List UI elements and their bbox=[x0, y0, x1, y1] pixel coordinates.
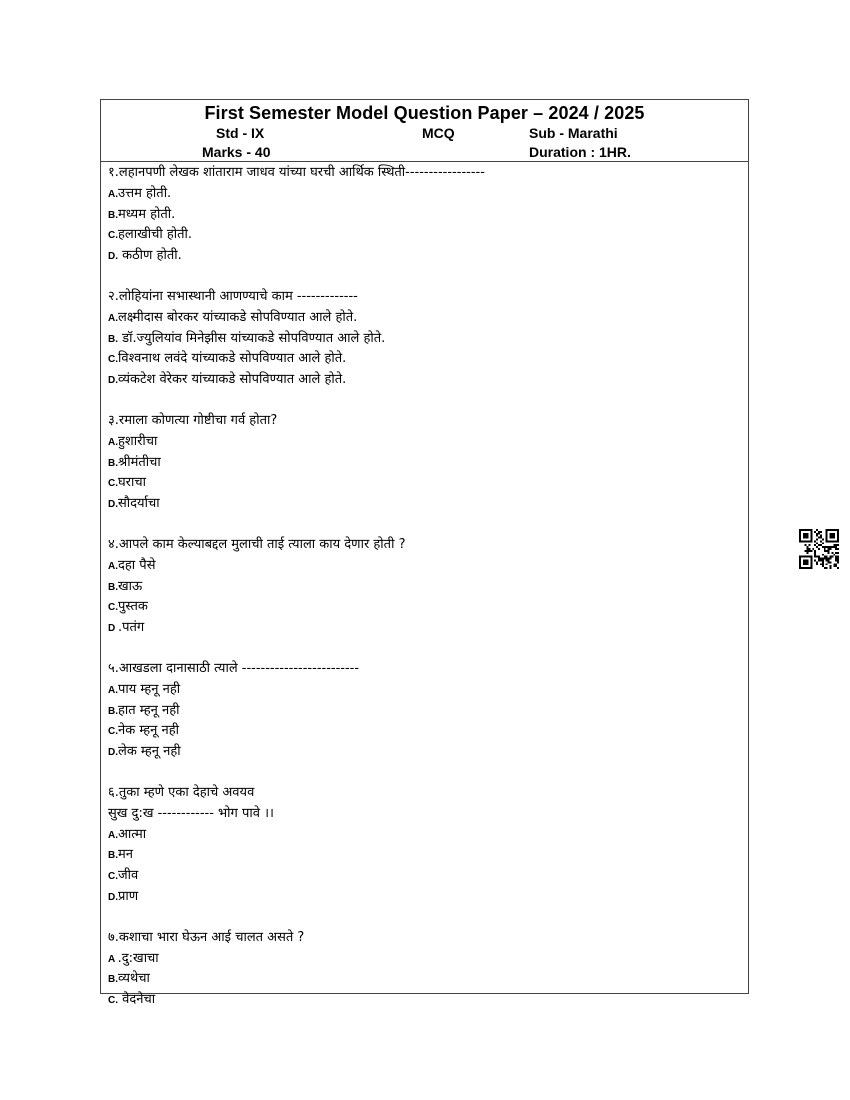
answer-option bbox=[108, 887, 748, 908]
option-text: विश्वनाथ लवंदे यांच्याकडे सोपविण्यात आले होते. bbox=[118, 351, 347, 367]
question-text: ४.आपले काम केल्याबद्दल मुलाची ताई त्याला काय देणार होती ? bbox=[108, 536, 406, 552]
option-text: मन bbox=[118, 847, 133, 863]
question-text: २.लोहियांना सभास्थानी आणण्याचे काम ------------- bbox=[108, 288, 358, 304]
question-text: ६.तुका म्हणे एका देहाचे अवयव bbox=[108, 784, 255, 800]
option-letter: B. bbox=[108, 850, 118, 862]
option-text: हुशारीचा bbox=[118, 433, 158, 449]
option-text: व्यथेचा bbox=[118, 971, 150, 987]
question-text: ३.रमाला कोणत्या गोष्टीचा गर्व होता? bbox=[108, 412, 278, 428]
paper-type-label: MCQ bbox=[422, 125, 455, 141]
option-letter: A. bbox=[108, 829, 118, 841]
option-text: पाय म्हनू नही bbox=[118, 681, 181, 697]
question-list bbox=[101, 162, 748, 1011]
option-letter: A. bbox=[108, 684, 118, 696]
option-letter: C. bbox=[108, 871, 118, 883]
answer-option bbox=[108, 949, 748, 970]
question-block bbox=[108, 783, 748, 908]
option-letter: B. bbox=[108, 333, 118, 345]
option-letter: C. bbox=[108, 602, 118, 614]
option-text: .दु:खाचा bbox=[117, 950, 159, 966]
option-letter: A bbox=[108, 953, 118, 965]
option-letter: B. bbox=[108, 209, 118, 221]
answer-option bbox=[108, 556, 748, 577]
option-letter: B. bbox=[108, 705, 118, 717]
option-text: हात म्हनू नही bbox=[118, 702, 180, 718]
option-letter: A. bbox=[108, 436, 118, 448]
answer-option bbox=[108, 825, 748, 846]
question-text: ५.आखडला दानासाठी त्याले ------------------------- bbox=[108, 660, 360, 676]
option-text: वेदनेचा bbox=[118, 992, 156, 1008]
option-letter: C. bbox=[108, 478, 118, 490]
question-paper bbox=[100, 99, 749, 1008]
option-text: डॉ.ज्युलियांव मिनेझीस यांच्याकडे सोपविण्यात आले होते. bbox=[118, 330, 386, 346]
question-block bbox=[108, 659, 748, 763]
option-text: कठीण होती. bbox=[118, 248, 182, 264]
answer-option bbox=[108, 246, 748, 267]
subject-label: Sub - Marathi bbox=[529, 125, 618, 141]
answer-option bbox=[108, 577, 748, 598]
answer-option bbox=[108, 184, 748, 205]
question-text: ७.कशाचा भारा घेऊन आई चालत असते ? bbox=[108, 929, 305, 945]
paper-header bbox=[101, 100, 748, 162]
question-block bbox=[108, 928, 748, 1011]
answer-option bbox=[108, 329, 748, 350]
option-text: व्यंकटेश वेरेकर यांच्याकडे सोपविण्यात आले होते. bbox=[118, 372, 347, 388]
answer-option bbox=[108, 308, 748, 329]
option-text: पुस्तक bbox=[118, 599, 148, 615]
option-letter: D. bbox=[108, 891, 118, 903]
answer-option bbox=[108, 494, 748, 515]
option-letter: D bbox=[108, 623, 118, 635]
answer-option bbox=[108, 225, 748, 246]
option-letter: C. bbox=[108, 230, 118, 242]
option-letter: D. bbox=[108, 375, 118, 387]
option-letter: B. bbox=[108, 581, 118, 593]
option-text: उत्तम होती. bbox=[118, 185, 172, 201]
question-block bbox=[108, 287, 748, 391]
answer-option bbox=[108, 701, 748, 722]
option-letter: C. bbox=[108, 726, 118, 738]
option-text: दहा पैसे bbox=[118, 557, 156, 573]
standard-label: Std - IX bbox=[216, 125, 265, 141]
answer-option bbox=[108, 969, 748, 990]
option-text: घराचा bbox=[118, 475, 146, 491]
option-text: सौदर्याचा bbox=[118, 496, 160, 512]
question-text: सुख दु:ख ------------ भोग पावे ।। bbox=[108, 805, 274, 821]
option-letter: B. bbox=[108, 457, 118, 469]
option-text: लेक म्हनू नही bbox=[118, 744, 181, 760]
answer-option bbox=[108, 453, 748, 474]
question-block bbox=[108, 411, 748, 515]
question-text: १.लहानपणी लेखक शांताराम जाधव यांच्या घरची आर्थिक स्थिती----------------- bbox=[108, 165, 485, 180]
option-letter: B. bbox=[108, 974, 118, 986]
option-text: जीव bbox=[118, 868, 139, 884]
option-text: हलाखीची होती. bbox=[118, 227, 193, 243]
answer-option bbox=[108, 680, 748, 701]
option-text: .पतंग bbox=[118, 620, 145, 636]
answer-option bbox=[108, 432, 748, 453]
option-text: प्राण bbox=[118, 888, 139, 904]
answer-option bbox=[108, 349, 748, 370]
answer-option bbox=[108, 742, 748, 763]
answer-option bbox=[108, 205, 748, 226]
option-letter: A. bbox=[108, 312, 118, 324]
answer-option bbox=[108, 618, 748, 639]
option-letter: C. bbox=[108, 995, 118, 1007]
option-letter: A. bbox=[108, 188, 118, 200]
option-text: लक्ष्मीदास बोरकर यांच्याकडे सोपविण्यात आले होते. bbox=[118, 309, 358, 325]
answer-option bbox=[108, 721, 748, 742]
option-text: खाऊ bbox=[118, 578, 143, 594]
question-block bbox=[108, 535, 748, 639]
question-block bbox=[108, 163, 748, 267]
option-letter: A. bbox=[108, 560, 118, 572]
answer-option bbox=[108, 990, 748, 1011]
paper-title: First Semester Model Question Paper – 2024 / 2025 bbox=[204, 103, 645, 123]
option-letter: D. bbox=[108, 747, 118, 759]
answer-option bbox=[108, 845, 748, 866]
option-letter: C. bbox=[108, 354, 118, 366]
option-text: नेक म्हनू नही bbox=[118, 723, 179, 739]
duration-label: Duration : 1HR. bbox=[529, 144, 631, 160]
option-letter: D. bbox=[108, 251, 118, 263]
option-text: श्रीमंतीचा bbox=[118, 454, 161, 470]
option-text: मध्यम होती. bbox=[118, 206, 176, 222]
marks-label: Marks - 40 bbox=[202, 144, 271, 160]
option-text: आत्मा bbox=[118, 826, 147, 842]
answer-option bbox=[108, 370, 748, 391]
answer-option bbox=[108, 597, 748, 618]
answer-option bbox=[108, 473, 748, 494]
option-letter: D. bbox=[108, 499, 118, 511]
qr-code-icon bbox=[799, 529, 839, 569]
answer-option bbox=[108, 866, 748, 887]
